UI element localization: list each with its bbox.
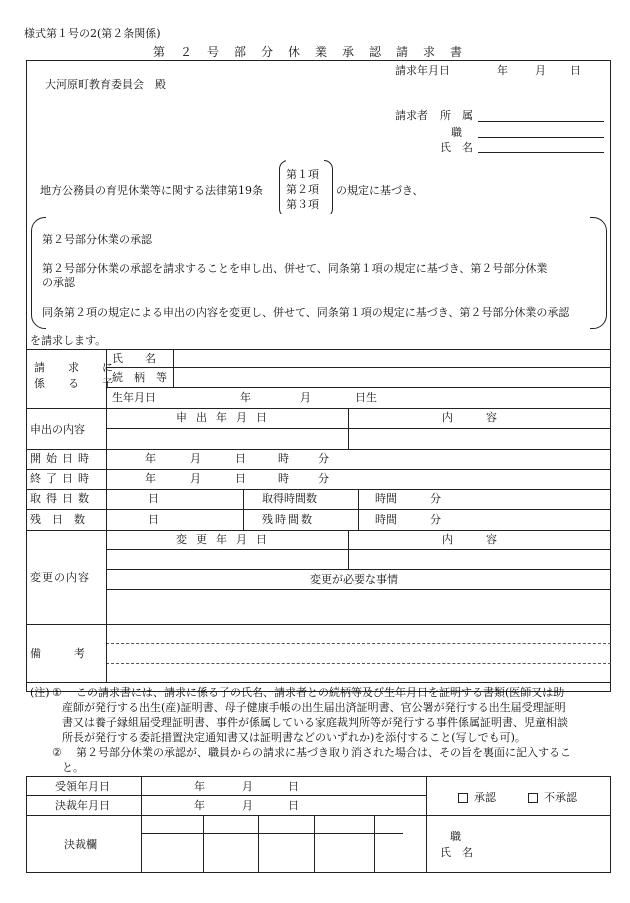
acquired-days: 日: [148, 492, 159, 505]
page-title: 第２号部分休業承認請求書: [152, 45, 477, 59]
note1-number: ①: [52, 686, 62, 699]
addressee: 大河原町教育委員会 殿: [45, 78, 166, 91]
name-field[interactable]: [478, 152, 604, 153]
change-date-header: 変更年月日: [176, 533, 276, 546]
remaining-minutes: 分: [430, 513, 441, 526]
acquired-label: 取得日数: [30, 492, 94, 505]
change-reason-header: 変更が必要な事情: [310, 573, 398, 586]
position-label: 職: [451, 126, 462, 139]
decision-label: 決裁年月日: [55, 799, 110, 812]
end-label: 終了日時: [30, 472, 94, 485]
note1-line3: 書又は養子縁組届受理証明書、事件が係属している家庭裁判所等が発行する事件係属証明書、児童相談: [62, 716, 568, 729]
dept-label: 所 属: [440, 109, 473, 122]
note1-line4: 所長が発行する委託措置決定通知書又は証明書などのいずれか)を添付すること(写しでも可)。: [62, 731, 526, 744]
application-content-header: 内 容: [442, 411, 497, 424]
end-hour: 時: [278, 472, 289, 485]
option-approval[interactable]: 第２号部分休業の承認: [42, 233, 152, 246]
remaining-label: 残 日 数: [30, 513, 85, 526]
note2-number: ②: [52, 746, 62, 759]
remaining-days: 日: [148, 513, 159, 526]
approver-position-label: 職: [450, 830, 461, 843]
remarks-label: 備 考: [30, 647, 85, 660]
note2-line2: と。: [62, 761, 84, 774]
child-header-line2: 係 る 子: [34, 377, 119, 390]
received-day: 日: [288, 780, 299, 793]
position-field[interactable]: [478, 137, 604, 138]
option-request-line2: の承認: [42, 276, 75, 289]
child-name-label: 氏 名: [112, 352, 156, 365]
name-label: 氏 名: [440, 141, 473, 154]
child-birth-day: 日生: [355, 391, 377, 404]
dept-field[interactable]: [478, 121, 604, 122]
acquired-minutes: 分: [430, 492, 441, 505]
disapprove-label: 不承認: [544, 791, 577, 804]
acquired-time-label: 取得時間数: [262, 492, 317, 505]
end-minute: 分: [318, 472, 329, 485]
decision-day: 日: [288, 799, 299, 812]
received-year: 年: [194, 780, 205, 793]
form-number: 様式第１号の2(第２条関係): [24, 27, 161, 40]
approve-label: 承認: [474, 791, 496, 804]
change-content-header: 内 容: [442, 533, 497, 546]
child-birth-label: 生年月日: [112, 391, 156, 404]
option-request-line1[interactable]: 第２号部分休業の承認を請求することを申し出、併せて、同条第１項の規定に基づき、第２号部分休業: [42, 262, 548, 275]
note1-line2: 産師が発行する出生(産)証明書、母子健康手帳の出生届出済証明書、官公署が発行する出生届受理証明: [62, 701, 566, 714]
application-label: 申出の内容: [30, 423, 85, 436]
change-label: 変更の内容: [30, 571, 90, 584]
received-month: 月: [242, 780, 253, 793]
law-item-1[interactable]: 第１項: [286, 168, 319, 181]
disapprove-option[interactable]: [528, 791, 577, 804]
approve-checkbox[interactable]: [458, 793, 468, 803]
child-birth-year: 年: [240, 391, 251, 404]
decision-month: 月: [242, 799, 253, 812]
request-date-month: 月: [535, 64, 546, 77]
start-minute: 分: [318, 452, 329, 465]
law-item-2[interactable]: 第２項: [286, 183, 319, 196]
received-label: 受領年月日: [55, 780, 110, 793]
option-change[interactable]: 同条第２項の規定による申出の内容を変更し、併せて、同条第１項の規定に基づき、第２号部分休業の承認: [42, 306, 570, 319]
start-year: 年: [145, 452, 156, 465]
end-month: 月: [190, 472, 201, 485]
request-date-label: 請求年月日: [395, 64, 450, 77]
note1-line1: この請求書には、請求に係る子の氏名、請求者との続柄等及び生年月日を証明する書類(医師又は助: [76, 686, 565, 699]
acquired-hours: 時間: [375, 492, 397, 505]
start-label: 開始日時: [30, 452, 94, 465]
request-date-day: 日: [570, 64, 581, 77]
remaining-time-label: 残時間数: [262, 513, 314, 526]
law-prefix: 地方公務員の育児休業等に関する法律第19条: [40, 184, 263, 197]
law-item-3[interactable]: 第３項: [286, 198, 319, 211]
approval-section-label: 決裁欄: [64, 838, 97, 851]
start-month: 月: [190, 452, 201, 465]
request-suffix: を請求します。: [30, 334, 107, 347]
child-birth-month: 月: [300, 391, 311, 404]
child-header-line1: 請 求 に: [34, 361, 119, 374]
note2-line1: 第２号部分休業の承認が、職員からの請求に基づき取り消された場合は、その旨を裏面に記入するこ: [76, 746, 571, 759]
start-hour: 時: [278, 452, 289, 465]
application-date-header: 申出年月日: [176, 411, 276, 424]
child-relation-label: 続 柄 等: [112, 371, 167, 384]
disapprove-checkbox[interactable]: [528, 793, 538, 803]
remaining-hours: 時間: [375, 513, 397, 526]
approve-option[interactable]: [458, 791, 496, 804]
decision-year: 年: [194, 799, 205, 812]
start-day: 日: [235, 452, 246, 465]
end-year: 年: [145, 472, 156, 485]
approver-name-label: 氏 名: [440, 846, 473, 859]
requester-prefix: 請求者: [395, 109, 428, 122]
notes-marker: (注): [30, 686, 50, 699]
law-suffix: の規定に基づき、: [336, 184, 424, 197]
end-day: 日: [235, 472, 246, 485]
request-date-year: 年: [497, 64, 508, 77]
bottom-table: [26, 776, 611, 873]
